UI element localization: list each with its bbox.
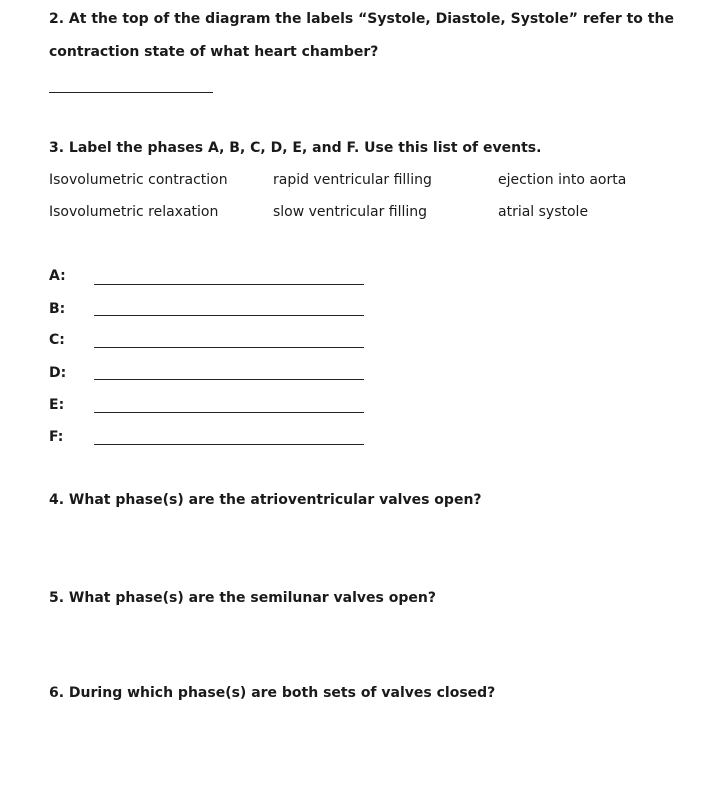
answer-blank-e[interactable] — [94, 412, 364, 413]
answer-blank-a[interactable] — [94, 284, 364, 285]
phase-label-d: D: — [49, 365, 67, 381]
phase-label-a: A: — [49, 268, 66, 284]
question-2-line-1: 2. At the top of the diagram the labels “Systole, Diastole, Systole” refer to the — [49, 11, 674, 27]
phase-label-e: E: — [49, 397, 65, 413]
answer-blank-b[interactable] — [94, 315, 364, 316]
phase-label-b: B: — [49, 301, 66, 317]
event-item: ejection into aorta — [498, 172, 627, 188]
answer-blank-c[interactable] — [94, 347, 364, 348]
question-4: 4. What phase(s) are the atrioventricular valves open? — [49, 492, 482, 508]
event-item: rapid ventricular filling — [273, 172, 432, 188]
phase-label-f: F: — [49, 429, 64, 445]
phase-label-c: C: — [49, 332, 65, 348]
answer-blank-d[interactable] — [94, 379, 364, 380]
question-6: 6. During which phase(s) are both sets of valves closed? — [49, 685, 496, 701]
event-item: atrial systole — [498, 204, 589, 220]
question-5: 5. What phase(s) are the semilunar valves open? — [49, 590, 436, 606]
answer-blank-q2[interactable] — [49, 92, 213, 93]
answer-blank-f[interactable] — [94, 444, 364, 445]
question-2-line-2: contraction state of what heart chamber? — [49, 44, 379, 60]
event-item: slow ventricular filling — [273, 204, 428, 220]
question-3-prompt: 3. Label the phases A, B, C, D, E, and F. Use this list of events. — [49, 140, 542, 156]
event-item: Isovolumetric contraction — [49, 172, 228, 188]
event-item: Isovolumetric relaxation — [49, 204, 219, 220]
